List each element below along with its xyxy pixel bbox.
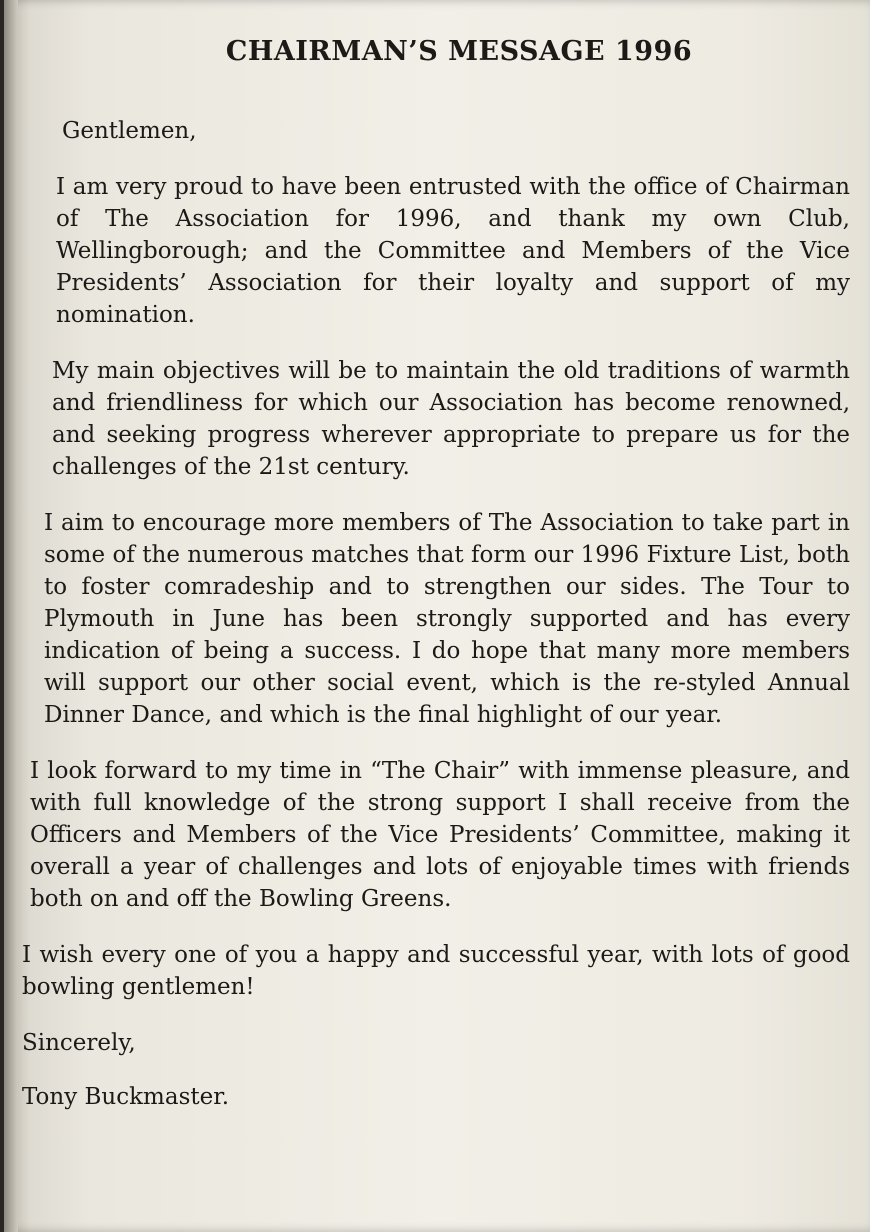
closing: Sincerely,	[22, 1030, 136, 1056]
book-page	[4, 0, 870, 1232]
paragraph-5: I wish every one of you a happy and successful year, with lots of good bowling gentlemen!	[22, 942, 850, 1000]
signature: Tony Buckmaster.	[22, 1084, 230, 1110]
paragraph-1: I am very proud to have been entrusted with the office of Chairman of The Association for 1996, and thank my own Club, Wellingborough; and the Committee and Members of the Vice Presidents’ Association for their loyalty and support of my nomination.	[56, 174, 850, 328]
salutation: Gentlemen,	[62, 118, 197, 144]
paragraph-3: I aim to encourage more members of The Association to take part in some of the numerous matches that form our 1996 Fixture List, both to foster comradeship and to strengthen our sides. The Tour to Plymouth in June has been strongly supported and has every indication of being a success. I do hope that many more members will support our other social event, which is the re-styled Annual Dinner Dance, and which is the final highlight of our year.	[44, 510, 850, 728]
paragraph-2: My main objectives will be to maintain the old traditions of warmth and friendliness for which our Association has become renowned, and seeking progress wherever appropriate to prepare us for the challenges of the 21st century.	[52, 358, 850, 480]
letter-content	[22, 36, 850, 1113]
paragraph-4: I look forward to my time in “The Chair” with immense pleasure, and with full knowledge of the strong support I shall receive from the Officers and Members of the Vice Presidents’ Committee, making it overall a year of challenges and lots of enjoyable times with friends both on and off the Bowling Greens.	[30, 758, 850, 912]
page-title: CHAIRMAN’S MESSAGE 1996	[225, 36, 693, 67]
book-spine-shadow	[4, 0, 18, 1232]
